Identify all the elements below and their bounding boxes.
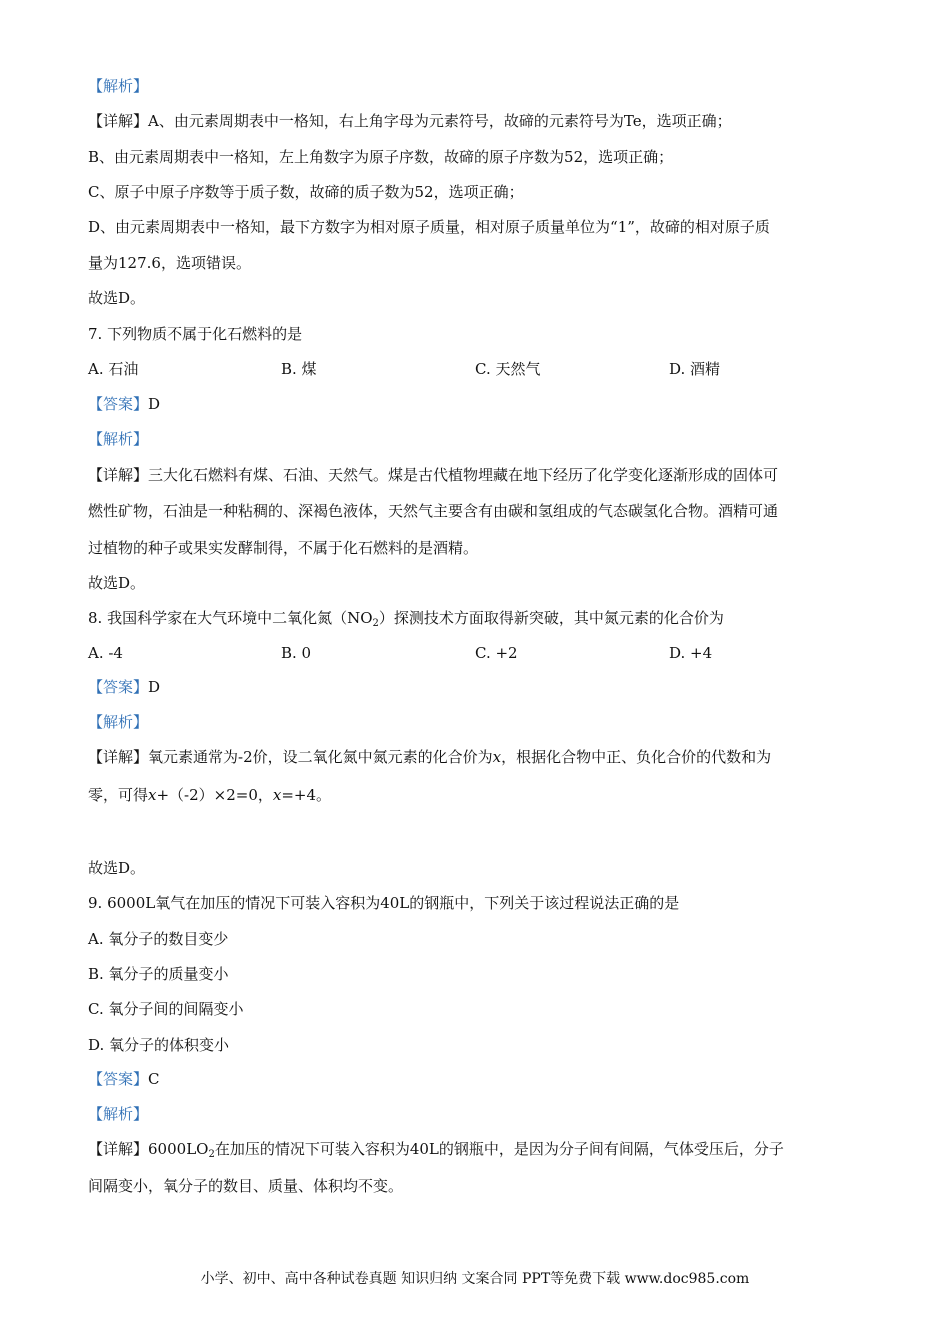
q7-analysis-tag: 【解析】 <box>88 430 149 448</box>
q7-option-d: D. 酒精 <box>669 360 721 378</box>
q7-answer: 【答案】D <box>88 395 161 413</box>
q6-conclusion: 故选D。 <box>88 289 146 307</box>
detail-a: 【详解】A、由元素周期表中一格知，右上角字母为元素符号，故碲的元素符号为Te，选项正确； <box>88 112 732 130</box>
analysis-tag: 【解析】 <box>88 77 149 95</box>
detail-b: B、由元素周期表中一格知，左上角数字为原子序数，故碲的原子序数为52，选项正确； <box>88 148 674 166</box>
q8-option-b: B. 0 <box>281 644 312 662</box>
q8-option-a: A. -4 <box>88 644 123 662</box>
q9-detail-line1: 【详解】$6000LO_2$在加压的情况下可装入容积为40L的钢瓶中，是因为分子间有间隔，气体受压后，分子 <box>88 1140 784 1160</box>
q8-conclusion: 故选D。 <box>88 859 146 877</box>
q9-analysis-tag: 【解析】 <box>88 1105 149 1123</box>
q8-option-d: D. +4 <box>669 644 713 662</box>
q7-detail-line3: 过植物的种子或果实发酵制得，不属于化石燃料的是酒精。 <box>88 539 479 557</box>
q9-option-b: B. 氧分子的质量变小 <box>88 965 229 983</box>
q8-detail-line1: 【详解】氧元素通常为-2价，设二氧化氮中氮元素的化合价为x，根据化合物中正、负化合价的代数和为 <box>88 748 772 766</box>
q9-option-a: A. 氧分子的数目变少 <box>88 930 229 948</box>
q8-analysis-tag: 【解析】 <box>88 713 149 731</box>
q9-option-c: C. 氧分子间的间隔变小 <box>88 1000 244 1018</box>
q9-detail-line2: 间隔变小，氧分子的数目、质量、体积均不变。 <box>88 1177 404 1195</box>
detail-d-line1: D、由元素周期表中一格知，最下方数字为相对原子质量，相对原子质量单位为“1”，故碲的相对原子质 <box>88 218 770 236</box>
q8-detail-line2: 零，可得x+（-2）×2=0，x=+4。 <box>88 786 332 804</box>
q7-detail-line2: 燃性矿物，石油是一种粘稠的、深褐色液体，天然气主要含有由碳和氢组成的气态碳氢化合物。酒精可通 <box>88 502 779 520</box>
q8-answer: 【答案】D <box>88 678 161 696</box>
q9-answer: 【答案】C <box>88 1070 160 1088</box>
q8-stem: 8. 我国科学家在大气环境中二氧化氮$(NO_2)$探测技术方面取得新突破，其中氮元素的化合价为 <box>88 609 724 629</box>
q7-conclusion: 故选D。 <box>88 574 146 592</box>
q7-stem: 7. 下列物质不属于化石燃料的是 <box>88 325 303 343</box>
q7-option-a: A. 石油 <box>88 360 139 378</box>
detail-c: C、原子中原子序数等于质子数，故碲的质子数为52，选项正确； <box>88 183 524 201</box>
q8-option-c: C. +2 <box>475 644 518 662</box>
q7-detail-line1: 【详解】三大化石燃料有煤、石油、天然气。煤是古代植物埋藏在地下经历了化学变化逐渐形成的固体可 <box>88 466 779 484</box>
page-footer: 小学、初中、高中各种试卷真题 知识归纳 文案合同 PPT等免费下载 www.doc985.com <box>200 1271 750 1287</box>
q9-stem: 9. 6000L氧气在加压的情况下可装入容积为40L的钢瓶中，下列关于该过程说法正确的是 <box>88 894 680 912</box>
q7-option-c: C. 天然气 <box>475 360 541 378</box>
detail-d-line2: 量为127.6，选项错误。 <box>88 254 251 272</box>
q9-option-d: D. 氧分子的体积变小 <box>88 1036 230 1054</box>
q7-option-b: B. 煤 <box>281 360 317 378</box>
